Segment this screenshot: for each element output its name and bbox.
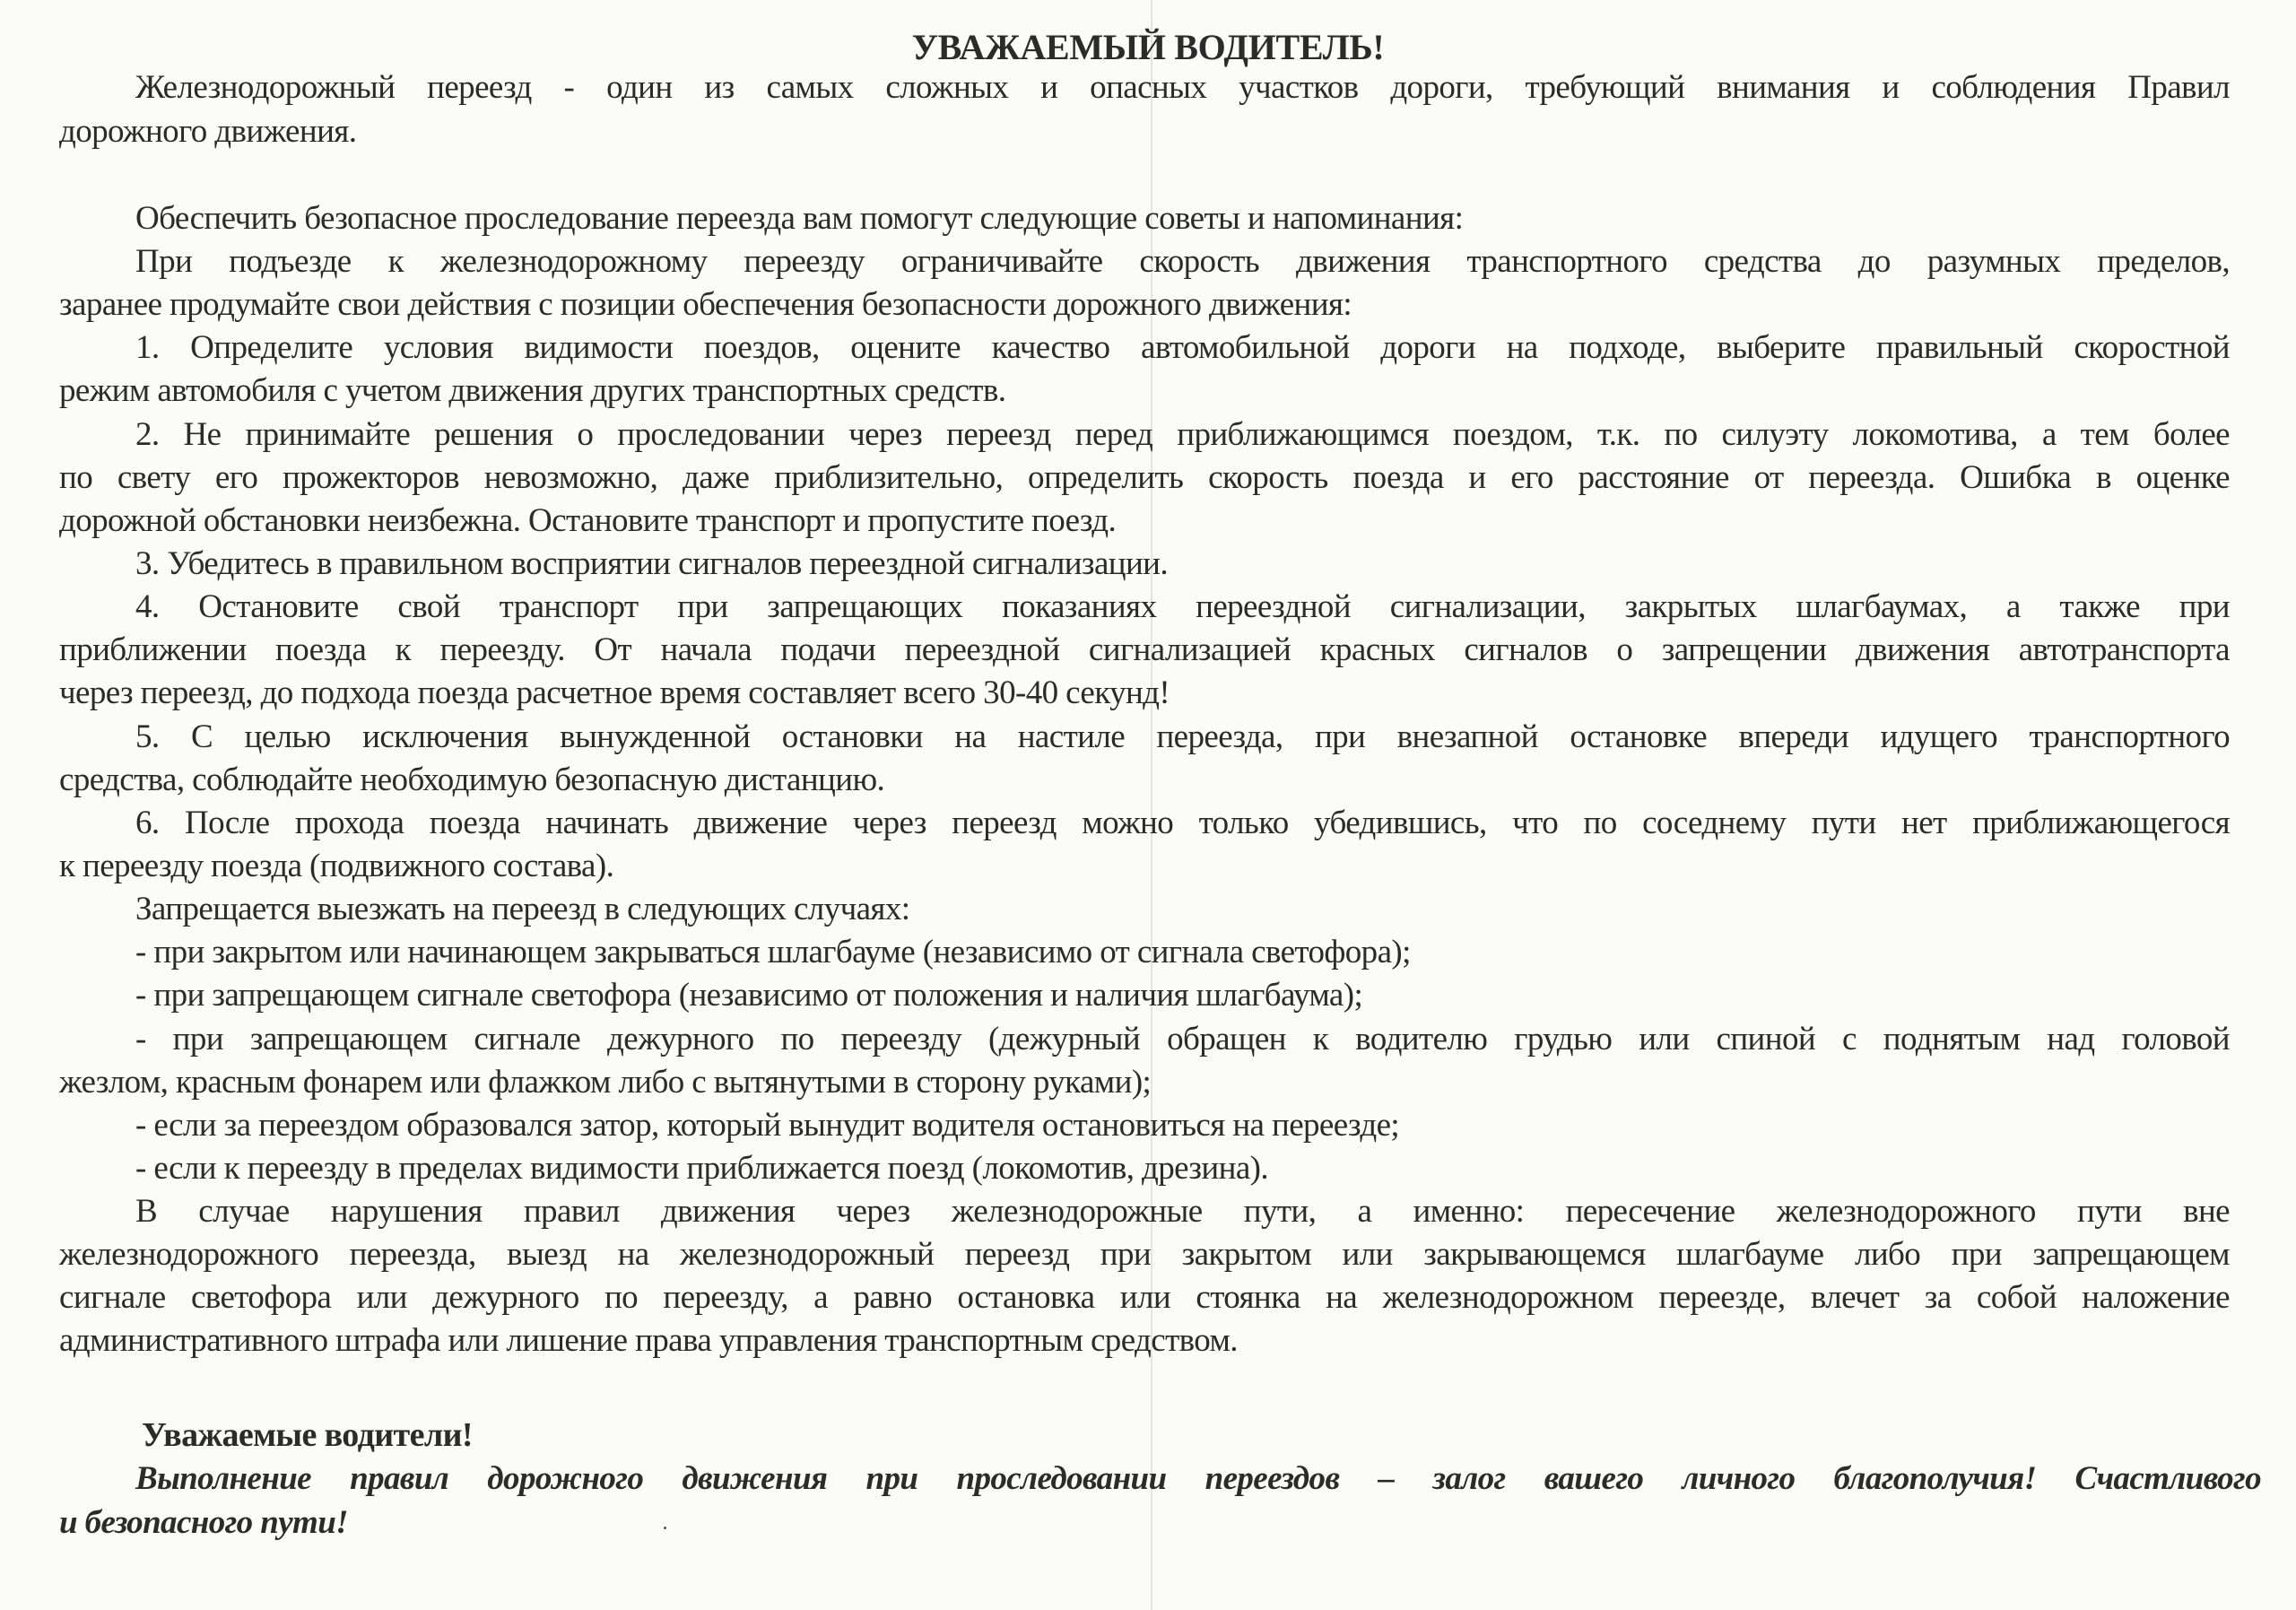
text-line: приближении поезда к переезду. От начала подачи переездной сигнализацией красных сигналов о запрещении движения автотранспорта — [59, 631, 2230, 668]
penalty-paragraph: В случае нарушения правил движения через железнодорожные пути, а именно: пересечение железнодорожного пути вне — [135, 1193, 2230, 1230]
page-title: УВАЖАЕМЫЙ ВОДИТЕЛЬ! — [911, 27, 1385, 67]
text-line: жезлом, красным фонарем или флажком либо с вытянутыми в сторону руками); — [59, 1064, 1152, 1101]
text-line: Железнодорожный переезд - один из самых сложных и опасных участков дороги, требующий внимания и соблюдения Правил — [135, 69, 2230, 106]
text-line: через переезд, до подхода поезда расчетное время составляет всего 30-40 секунд! — [59, 674, 1170, 711]
text-line: дорожной обстановки неизбежна. Остановите транспорт и пропустите поезд. — [59, 502, 1117, 539]
text-line: к переезду поезда (подвижного состава). — [59, 848, 614, 884]
text-line: При подъезде к железнодорожному переезду ограничивайте скорость движения транспортного средства до разумных пределов, — [135, 243, 2230, 280]
closing-heading: Уважаемые водители! — [142, 1416, 473, 1454]
text-line: средства, соблюдайте необходимую безопасную дистанцию. — [59, 761, 885, 798]
prohibition-heading: Запрещается выезжать на переезд в следующих случаях: — [135, 891, 910, 927]
list-item-2: 2. Не принимайте решения о проследовании через переезд перед приближающимся поездом, т.к. по силуэту локомотива, а тем более — [135, 416, 2230, 453]
text-line: по свету его прожекторов невозможно, даже приблизительно, определить скорость поезда и его расстояние от переезда. Ошибка в оценке — [59, 459, 2230, 496]
prohibition-item: - при запрещающем сигнале светофора (независимо от положения и наличия шлагбаума); — [135, 977, 1363, 1014]
text-line: заранее продумайте свои действия с позиции обеспечения безопасности дорожного движения: — [59, 286, 1352, 323]
text-line: дорожного движения. — [59, 113, 357, 150]
closing-line: и безопасного пути! — [59, 1504, 348, 1541]
prohibition-item: - если к переезду в пределах видимости приближается поезд (локомотив, дрезина). — [135, 1150, 1269, 1187]
prohibition-item: - при запрещающем сигнале дежурного по переезду (дежурный обращен к водителю грудью или спиной с поднятым над головой — [135, 1021, 2230, 1057]
scan-speck — [664, 1527, 666, 1529]
text-line: административного штрафа или лишение права управления транспортным средством. — [59, 1322, 1238, 1359]
prohibition-item: - при закрытом или начинающем закрываться шлагбауме (независимо от сигнала светофора); — [135, 934, 1411, 970]
list-item-3: 3. Убедитесь в правильном восприятии сигналов переездной сигнализации. — [135, 545, 1169, 582]
prohibition-item: - если за переездом образовался затор, который вынудит водителя остановиться на переезде; — [135, 1107, 1400, 1144]
text-line: режим автомобиля с учетом движения других транспортных средств. — [59, 372, 1006, 409]
text-line: железнодорожного переезда, выезд на железнодорожный переезд при закрытом или закрывающемся шлагбауме либо при запрещающем — [59, 1236, 2230, 1273]
closing-line: Выполнение правил дорожного движения при проследовании переездов – залог вашего личного благополучия! Счастливого — [135, 1460, 2261, 1497]
list-item-6: 6. После прохода поезда начинать движение через переезд можно только убедившись, что по соседнему пути нет приближающегося — [135, 805, 2230, 841]
list-item-4: 4. Остановите свой транспорт при запрещающих показаниях переездной сигнализации, закрытых шлагбаумах, а также при — [135, 588, 2230, 625]
list-item-5: 5. С целью исключения вынужденной остановки на настиле переезда, при внезапной остановке впереди идущего транспортного — [135, 718, 2230, 755]
text-line: сигнале светофора или дежурного по переезду, а равно остановка или стоянка на железнодорожном переезде, влечет за собой наложение — [59, 1279, 2230, 1316]
list-item-1: 1. Определите условия видимости поездов, оцените качество автомобильной дороги на подходе, выберите правильный скоростной — [135, 329, 2230, 366]
text-line: Обеспечить безопасное проследование переезда вам помогут следующие советы и напоминания: — [135, 200, 1464, 237]
